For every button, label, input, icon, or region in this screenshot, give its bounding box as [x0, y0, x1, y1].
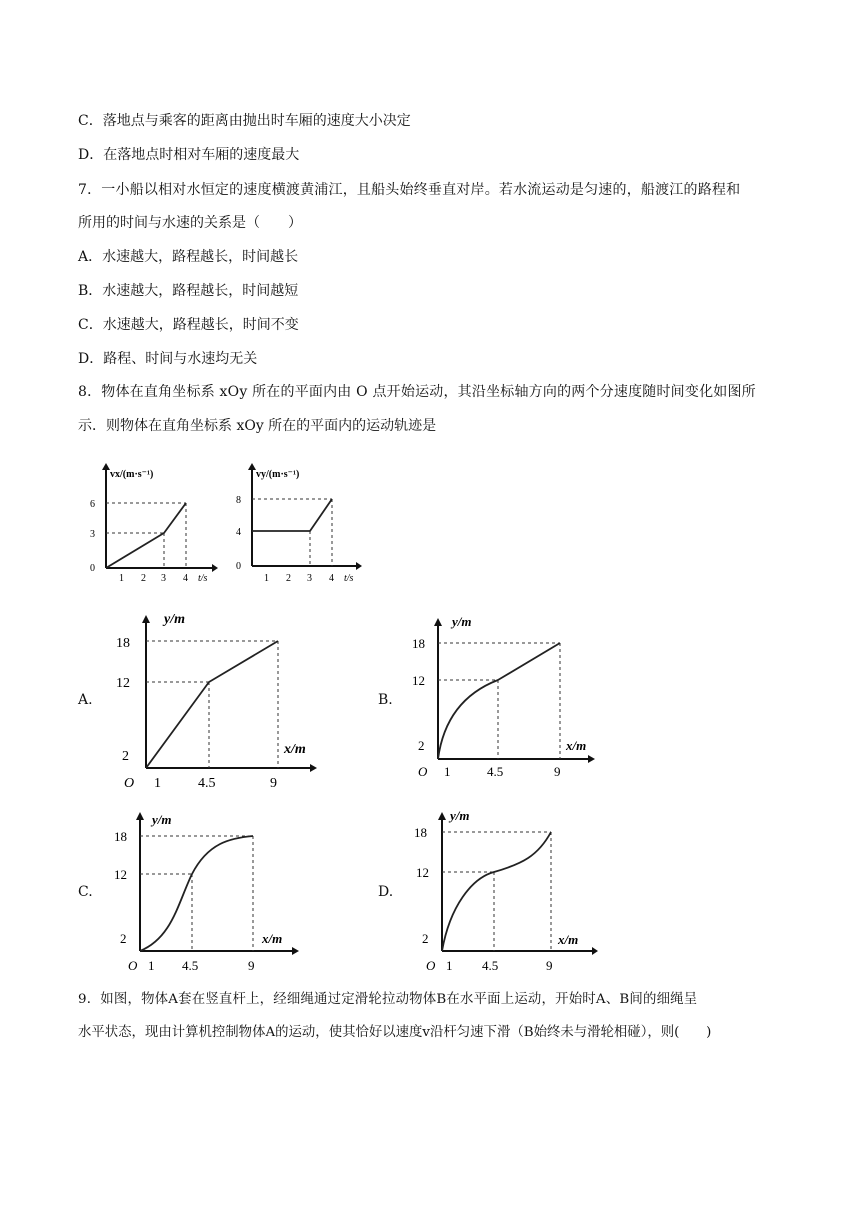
option-7a: A．水速越大，路程越长，时间越长 [78, 249, 299, 265]
traj-a-xtick: 1 [154, 776, 161, 791]
traj-a-ytick: 18 [116, 636, 130, 651]
traj-a-ytick: 2 [122, 749, 129, 764]
traj-a-xtick: 4.5 [198, 776, 216, 791]
question-9-line2: 水平状态，现由计算机控制物体A的运动，使其恰好以速度v沿杆匀速下滑（B始终未与滑轮相碰），则( ) [78, 1025, 712, 1040]
traj-c-ytick: 18 [114, 829, 127, 844]
vx-xtick: 1 [119, 573, 124, 584]
question-7-line1: 7．一小船以相对水恒定的速度横渡黄浦江，且船头始终垂直对岸。若水流运动是匀速的，船渡江的路程和 [78, 182, 741, 198]
traj-a-xtick: 9 [270, 776, 277, 791]
vx-xtick: 4 [183, 573, 188, 584]
traj-d-origin: O [426, 958, 436, 973]
trajectory-graph-a[interactable] [112, 605, 327, 800]
traj-b-ytick: 12 [412, 673, 425, 688]
vx-xtick: 3 [161, 573, 166, 584]
traj-b-xlabel: x/m [566, 738, 587, 753]
traj-d-xtick: 1 [446, 958, 453, 973]
trajectory-graph-d[interactable] [412, 808, 612, 978]
traj-c-origin: O [128, 958, 138, 973]
traj-b-xtick: 4.5 [487, 764, 504, 779]
traj-a-ylabel: y/m [164, 612, 185, 627]
question-7-line2: 所用的时间与水速的关系是（ ） [78, 215, 302, 231]
question-9-line1: 9．如图，物体A套在竖直杆上，经细绳通过定滑轮拉动物体B在水平面上运动，开始时A、B间的细绳呈 [78, 992, 698, 1007]
traj-d-ylabel: y/m [450, 808, 470, 823]
traj-d-ytick: 18 [414, 825, 427, 840]
traj-d-xlabel: x/m [558, 932, 579, 947]
traj-a-ytick: 12 [116, 676, 130, 691]
traj-d-ytick: 12 [416, 865, 429, 880]
traj-c-ytick: 12 [114, 867, 127, 882]
vy-ytick: 0 [236, 561, 241, 572]
traj-b-ytick: 18 [412, 636, 425, 651]
vy-xtick: 4 [329, 573, 334, 584]
traj-d-xtick: 4.5 [482, 958, 499, 973]
option-7c: C．水速越大，路程越长，时间不变 [78, 317, 299, 333]
option-8d-label[interactable]: D. [378, 884, 394, 900]
vy-xtick: 1 [264, 573, 269, 584]
traj-c-xtick: 9 [248, 958, 255, 973]
traj-a-xlabel: x/m [284, 742, 306, 757]
option-8b-label[interactable]: B. [378, 692, 393, 708]
traj-b-xtick: 1 [444, 764, 451, 779]
vy-xlabel: t/s [344, 573, 354, 584]
option-8c-label[interactable]: C. [78, 884, 93, 900]
option-7d: D．路程、时间与水速均无关 [78, 351, 258, 367]
trajectory-graph-c[interactable] [110, 808, 310, 978]
vy-ytick: 4 [236, 527, 241, 538]
trajectory-graph-b[interactable] [408, 612, 608, 787]
option-8a-label[interactable]: A. [78, 692, 93, 708]
traj-b-ylabel: y/m [452, 614, 472, 629]
traj-c-ylabel: y/m [152, 812, 172, 827]
vy-xtick: 2 [286, 573, 291, 584]
traj-c-xtick: 4.5 [182, 958, 199, 973]
vx-t-graph [84, 460, 219, 586]
traj-d-ytick: 2 [422, 931, 429, 946]
vy-t-graph [228, 460, 368, 586]
traj-b-origin: O [418, 764, 428, 779]
vx-ytick: 3 [90, 529, 95, 540]
option-6c: C．落地点与乘客的距离由抛出时车厢的速度大小决定 [78, 113, 411, 129]
traj-c-xtick: 1 [148, 958, 155, 973]
vx-ylabel: vx/(m·s⁻¹) [110, 469, 154, 480]
question-8-line1: 8．物体在直角坐标系 xOy 所在的平面内由 O 点开始运动，其沿坐标轴方向的两个分速度随时间变化如图所 [78, 384, 756, 400]
vy-ytick: 8 [236, 495, 241, 506]
question-8-line2: 示．则物体在直角坐标系 xOy 所在的平面内的运动轨迹是 [78, 418, 437, 434]
vy-ylabel: vy/(m·s⁻¹) [256, 469, 300, 480]
traj-b-xtick: 9 [554, 764, 561, 779]
traj-b-ytick: 2 [418, 738, 425, 753]
vx-ytick: 0 [90, 563, 95, 574]
option-6d: D．在落地点时相对车厢的速度最大 [78, 147, 300, 163]
traj-c-ytick: 2 [120, 931, 127, 946]
option-7b: B．水速越大，路程越长，时间越短 [78, 283, 299, 299]
traj-a-origin: O [124, 776, 135, 791]
vx-ytick: 6 [90, 499, 95, 510]
traj-d-xtick: 9 [546, 958, 553, 973]
vy-xtick: 3 [307, 573, 312, 584]
traj-c-xlabel: x/m [262, 931, 283, 946]
vx-xlabel: t/s [198, 573, 208, 584]
vx-xtick: 2 [141, 573, 146, 584]
